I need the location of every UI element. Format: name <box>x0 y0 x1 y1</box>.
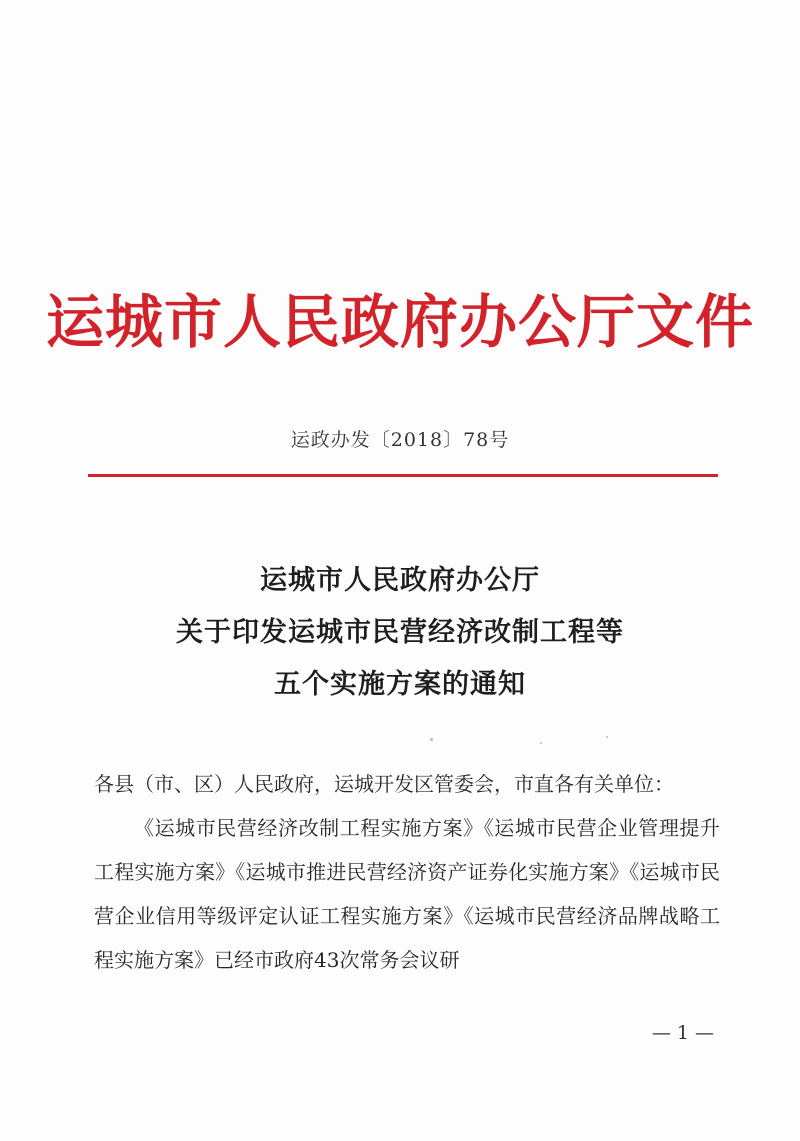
document-number: 运政办发〔2018〕78号 <box>290 429 510 451</box>
page-number: — 1 — <box>651 1022 714 1044</box>
scan-speck <box>606 736 608 738</box>
red-divider-line <box>88 474 718 477</box>
scan-speck <box>540 742 542 744</box>
notice-title-line-1: 运城市人民政府办公厅 <box>260 565 540 596</box>
scan-speck <box>430 738 433 741</box>
document-body <box>94 762 720 982</box>
notice-title-line-2: 关于印发运城市民营经济改制工程等 <box>176 617 624 648</box>
body-paragraph: 《运城市民营经济改制工程实施方案》《运城市民营企业管理提升工程实施方案》《运城市推进民营经济资产证券化实施方案》《运城市民营企业信用等级评定认证工程实施方案》《运城市民营经济品牌战略工程实施方案》已经市政府43次常务会议研 <box>94 816 720 972</box>
notice-title-line-3: 五个实施方案的通知 <box>274 669 526 700</box>
document-header-title: 运城市人民政府办公厅文件 <box>45 288 754 356</box>
notice-title <box>0 555 800 711</box>
salutation: 各县（市、区）人民政府，运城开发区管委会，市直各有关单位： <box>94 772 674 796</box>
